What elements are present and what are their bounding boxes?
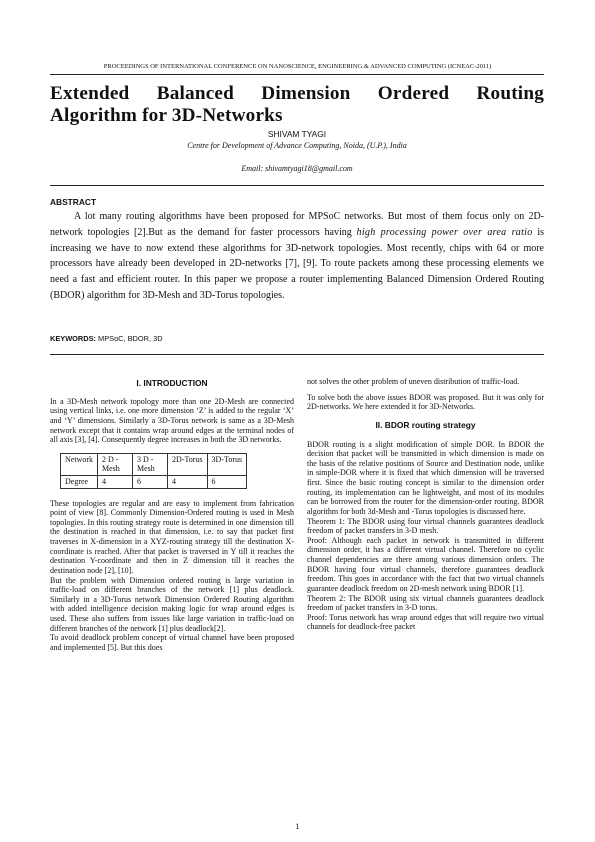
abstract-emphasis: high processing power over area ratio bbox=[356, 226, 533, 238]
table-cell: 4 bbox=[168, 475, 208, 488]
bdor-heading: II. BDOR routing strategy bbox=[375, 419, 476, 430]
table-row bbox=[61, 475, 247, 488]
right-paragraph-1: not solves the other problem of uneven distribution of traffic-load. bbox=[307, 377, 520, 386]
table-header-cell: 3 D - Mesh bbox=[133, 453, 168, 475]
theorem-2: Theorem 2: The BDOR using six virtual channels guarantees deadlock freedom of packet transfers in 3-D torus. bbox=[307, 593, 544, 613]
intro-paragraph-1: In a 3D-Mesh network topology more than one 2D-Mesh are connected using vertical links, i.e. one more dimension ‘Z’ is added to the regular ‘X’ and ‘Y’ dimensions. Similarly a 3D-Torus network is same as a 3D-Mesh network except that it contains wrap around edges at the terminal nodes of all axis [3], [4]. Consequently degree increases in both the 3D networks. bbox=[50, 396, 294, 445]
table-header-row bbox=[61, 453, 247, 475]
right-paragraph-3: BDOR routing is a slight modification of simple DOR. In BDOR the decision that packet will be transmitted in which dimension is made on the basis of the relative positions of Source and Destination node, unlike in simple-DOR where it is fixed that which dimension will be traversed first. Since the basic routing concept is similar to the dimension order routing, its implementation can be lightweight, and most of its modules can be borrowed from the router for the dimension-order routing. BDOR algorithm for both 3d-Mesh and -Torus topologies is discussed here. bbox=[307, 439, 544, 516]
right-paragraph-2: To solve both the above issues BDOR was proposed. But it was only for 2D-networks. We here extended it for 3D-Networks. bbox=[307, 392, 544, 412]
intro-heading: I. INTRODUCTION bbox=[136, 378, 208, 388]
header-rule bbox=[50, 74, 544, 75]
abstract-rule bbox=[50, 354, 544, 355]
proof-2: Proof: Torus network has wrap around edges that will require two virtual channels for deadlock-free packet bbox=[307, 612, 544, 632]
proof-1: Proof: Although each packet in network is transmitted in different dimension order, it has a different virtual channel. Therefore no cyclic channel dependencies are there among various dimension orders. The BDOR having four virtual channels, therefore guarantees deadlock freedom. This goes in accordance with the fact that two virtual channels guarantee deadlock freedom on 2D-mesh network using BDOR [1]. bbox=[307, 535, 544, 593]
degree-table bbox=[60, 453, 247, 489]
table-header-cell: Network bbox=[61, 453, 98, 475]
table-cell: Degree bbox=[61, 475, 98, 488]
intro-paragraph-3: But the problem with Dimension ordered routing is large variation in traffic-load on different branches of the network [1] plus deadlock. Similarly in a 3D-Torus network Dimension Ordered Routing algorithm with added intelligence decision making logic for wrap around edges is used. These also suffers from issues like large variation in traffic-load on different branches of the network [1] plus deadlock[2]. bbox=[50, 575, 294, 633]
right-column bbox=[307, 377, 544, 632]
keywords-text: MPSoC, BDOR, 3D bbox=[96, 334, 163, 343]
abstract-text-2: is increasing we have to now extend these algorithms for 3D-network topologies. Most recently, chips with 64 or more processors have already been developed in 2D-networks [7], [9]. To route packets among these processing elements we need a fast and efficient router. In this paper we propose a router implementing Balanced Dimension Ordered Routing (BDOR) algorithm for 3D-Mesh and 3D-Torus topologies. bbox=[50, 226, 545, 301]
table-header-cell: 3D-Torus bbox=[207, 453, 247, 475]
intro-paragraph-2: These topologies are regular and are easy to implement from fabrication point of view [8]. Commonly Dimension-Ordered routing is used in Mesh topologies. In this routing strategy route is determined in one dimension till the destination is reached in that dimension, i.e. to say that packet first traverses in X-dimension in a XYZ-routing strategy till the destination X-coordinate is reached. After that packet is traversed in Y till it reaches the destination Y-coordinate and then in Z dimension till it reaches the destination node [2], [10]. bbox=[50, 498, 294, 575]
page-number: 1 bbox=[295, 822, 300, 831]
paper-title: Extended Balanced Dimension Ordered Routing Algorithm for 3D-Networks bbox=[50, 83, 544, 126]
table-header-cell: 2D-Torus bbox=[168, 453, 208, 475]
keywords-label: KEYWORDS: bbox=[50, 334, 96, 343]
running-header: PROCEEDINGS OF INTERNATIONAL CONFERENCE ON NANOSCIENCE, ENGINEERING & ADVANCED COMPUTING (ICNEAC-2011) bbox=[103, 63, 492, 70]
intro-paragraph-4: To avoid deadlock problem concept of virtual channel have been proposed and implemented [5]. But this does bbox=[50, 633, 294, 652]
author-name: SHIVAM TYAGI bbox=[267, 129, 327, 139]
author-affiliation: Centre for Development of Advance Computing, Noida, (U.P.), India bbox=[187, 141, 407, 150]
table-cell: 6 bbox=[207, 475, 247, 488]
left-column bbox=[50, 379, 294, 653]
author-email: Email: shivamtyagi18@gmail.com bbox=[241, 164, 353, 173]
keywords bbox=[50, 334, 163, 343]
theorem-1: Theorem 1: The BDOR using four virtual channels guarantees deadlock freedom of packet transfers in 3-D mesh. bbox=[307, 516, 544, 536]
abstract-body bbox=[50, 209, 544, 304]
table-cell: 4 bbox=[98, 475, 133, 488]
title-rule bbox=[50, 185, 544, 186]
table-cell: 6 bbox=[133, 475, 168, 488]
abstract-text-1: A lot many routing algorithms have been proposed for MPSoC networks. But most of them focus only on 2D-network topologies [2].But as the demand for faster processors having bbox=[50, 211, 544, 238]
abstract-heading: ABSTRACT bbox=[50, 197, 97, 207]
table-header-cell: 2 D - Mesh bbox=[98, 453, 133, 475]
